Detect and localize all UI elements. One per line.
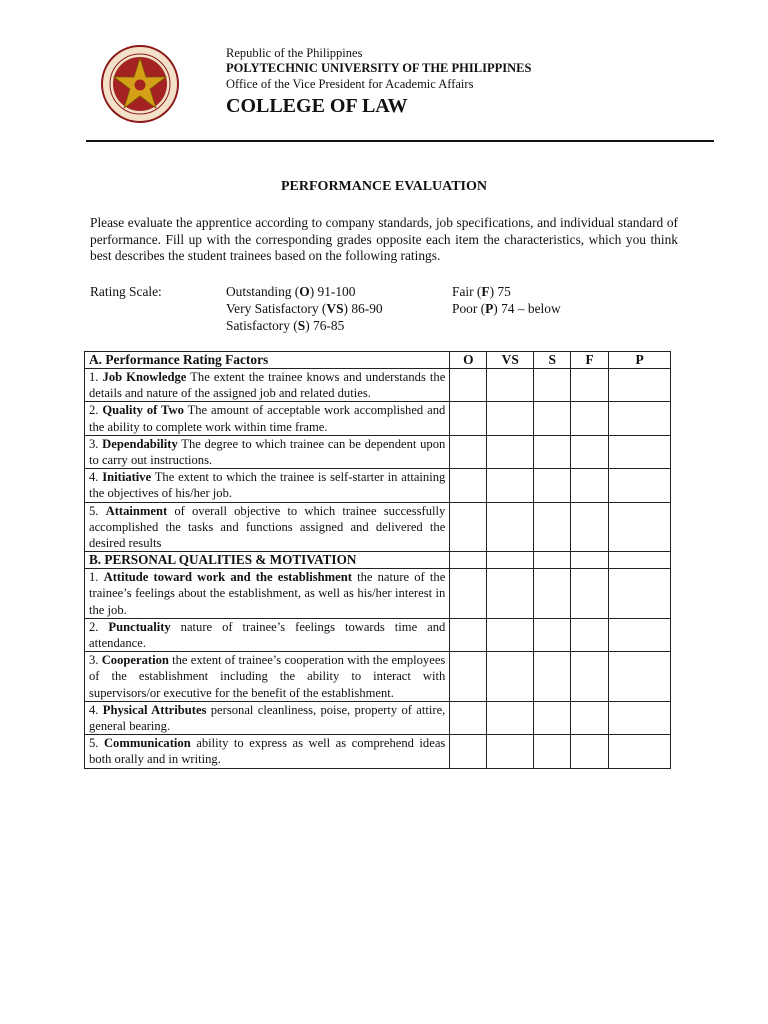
- factor-text: nature of trainee’s feelings towards time and attendance.: [89, 619, 446, 651]
- rating-cell-f[interactable]: [571, 369, 609, 402]
- rating-scale-column-1: [226, 283, 446, 334]
- rating-cell-s[interactable]: [534, 652, 571, 702]
- rating-cell-s[interactable]: [534, 701, 571, 734]
- section-blank-cell: [487, 552, 534, 569]
- factor-text: personal cleanliness, poise, property of attire, general bearing.: [89, 702, 446, 734]
- page-title: PERFORMANCE EVALUATION: [281, 179, 487, 194]
- factor-name: Communication: [103, 736, 191, 751]
- rating-cell-f[interactable]: [571, 701, 609, 734]
- section-blank-cell: [450, 552, 487, 569]
- rating-scale-range: ) 74 – below: [493, 301, 561, 316]
- instructions-paragraph: Please evaluate the apprentice according to company standards, job specifications, and individual standard of performance. Fill up with the corresponding grades opposite each item the characteristics, which you think best describes the student trainees based on the following ratings.: [90, 215, 678, 263]
- rating-scale-text: Satisfactory (: [226, 318, 298, 333]
- factor-text: the extent of trainee’s cooperation with the employees of the establishment including the ability to interact with supervisors/or executive for the benefit of the establishment.: [89, 653, 446, 700]
- column-header-o: O: [450, 352, 487, 369]
- rating-cell-s[interactable]: [534, 502, 571, 552]
- section-b-header: B. PERSONAL QUALITIES & MOTIVATION: [85, 552, 450, 569]
- rating-cell-s[interactable]: [534, 469, 571, 502]
- factor-text: the nature of the trainee’s feelings about the establishment, as well as his/her interest in the job.: [89, 570, 446, 617]
- factor-number: 5.: [89, 503, 106, 518]
- rating-cell-o[interactable]: [450, 369, 487, 402]
- factor-header: A. Performance Rating Factors: [85, 352, 450, 369]
- rating-cell-f[interactable]: [571, 569, 609, 619]
- rating-scale-code: O: [299, 284, 310, 299]
- factor-description: [85, 369, 450, 402]
- column-header-vs: VS: [487, 352, 534, 369]
- factor-number: 4.: [89, 470, 103, 485]
- rating-cell-f[interactable]: [571, 435, 609, 468]
- factor-text: of overall objective to which trainee successfully accomplished the tasks and functions assigned and delivered the desired results: [89, 503, 446, 551]
- header-university: POLYTECHNIC UNIVERSITY OF THE PHILIPPINES: [226, 61, 532, 75]
- header-republic: Republic of the Philippines: [226, 46, 363, 60]
- column-header-p: P: [609, 352, 671, 369]
- factor-description: [85, 402, 450, 435]
- table-row: [85, 618, 671, 651]
- rating-cell-o[interactable]: [450, 569, 487, 619]
- rating-cell-p[interactable]: [609, 435, 671, 468]
- rating-cell-vs[interactable]: [487, 569, 534, 619]
- rating-cell-f[interactable]: [571, 402, 609, 435]
- factor-number: 1.: [89, 370, 103, 384]
- rating-cell-f[interactable]: [571, 652, 609, 702]
- rating-cell-vs[interactable]: [487, 369, 534, 402]
- factor-text: ability to express as well as comprehend ideas both orally and in writing.: [89, 736, 446, 767]
- rating-cell-s[interactable]: [534, 735, 571, 768]
- rating-scale-item: [452, 300, 672, 317]
- rating-scale-code: F: [481, 284, 490, 299]
- rating-cell-vs[interactable]: [487, 701, 534, 734]
- section-blank-cell: [571, 552, 609, 569]
- rating-scale-item: [226, 300, 446, 317]
- rating-cell-p[interactable]: [609, 369, 671, 402]
- rating-cell-p[interactable]: [609, 469, 671, 502]
- factor-name: Quality of Two: [102, 403, 184, 418]
- rating-cell-p[interactable]: [609, 701, 671, 734]
- factor-number: 1.: [89, 570, 104, 585]
- table-row: [85, 502, 671, 552]
- factor-number: 5.: [89, 736, 104, 751]
- table-row: [85, 652, 671, 702]
- section-blank-cell: [609, 552, 671, 569]
- rating-cell-p[interactable]: [609, 618, 671, 651]
- rating-cell-o[interactable]: [450, 469, 487, 502]
- factor-description: [85, 652, 450, 702]
- rating-cell-s[interactable]: [534, 569, 571, 619]
- rating-scale-code: P: [485, 301, 494, 316]
- rating-scale-text: Outstanding (: [226, 284, 300, 299]
- factor-text: The extent the trainee knows and understands the details and nature of the assigned job and related duties.: [89, 370, 446, 401]
- factor-number: 2.: [89, 403, 103, 418]
- letterhead: [100, 44, 720, 124]
- rating-cell-p[interactable]: [609, 402, 671, 435]
- rating-cell-o[interactable]: [450, 652, 487, 702]
- evaluation-table: [84, 351, 671, 769]
- header-divider: [86, 140, 714, 142]
- rating-cell-o[interactable]: [450, 618, 487, 651]
- rating-scale-item: [226, 317, 446, 334]
- rating-scale-column-2: [452, 283, 672, 317]
- column-header-s: S: [534, 352, 571, 369]
- rating-cell-f[interactable]: [571, 469, 609, 502]
- table-row: [85, 735, 671, 768]
- factor-text: The degree to which trainee can be dependent upon to carry out instructions.: [89, 436, 446, 468]
- rating-scale-range: ) 86-90: [343, 301, 383, 316]
- factor-description: [85, 469, 450, 502]
- table-row: [85, 402, 671, 435]
- header-college: COLLEGE OF LAW: [226, 95, 408, 117]
- factor-description: [85, 618, 450, 651]
- rating-scale-code: S: [297, 318, 306, 333]
- rating-scale-range: ) 76-85: [305, 318, 345, 333]
- rating-cell-vs[interactable]: [487, 402, 534, 435]
- rating-scale-range: ) 91-100: [309, 284, 356, 299]
- factor-text: The extent to which the trainee is self-starter in attaining the objectives of his/her job.: [89, 470, 446, 501]
- table-header-row: [85, 352, 671, 369]
- factor-name: Punctuality: [108, 619, 171, 634]
- rating-cell-p[interactable]: [609, 652, 671, 702]
- factor-number: 2.: [89, 619, 109, 634]
- column-header-f: F: [571, 352, 609, 369]
- rating-scale-item: [452, 283, 672, 300]
- rating-scale-text: Fair (: [452, 284, 482, 299]
- factor-number: 3.: [89, 436, 103, 451]
- factor-text: The amount of acceptable work accomplished and the ability to complete work within time frame.: [89, 403, 446, 434]
- rating-cell-s[interactable]: [534, 618, 571, 651]
- letterhead-text: [226, 46, 531, 119]
- rating-scale-range: ) 75: [489, 284, 511, 299]
- table-row: [85, 569, 671, 619]
- university-seal-icon: [100, 44, 180, 124]
- rating-cell-s[interactable]: [534, 369, 571, 402]
- rating-scale-text: Poor (: [452, 301, 486, 316]
- rating-scale-text: Very Satisfactory (: [226, 301, 327, 316]
- table-row: [85, 701, 671, 734]
- rating-cell-vs[interactable]: [487, 502, 534, 552]
- factor-description: [85, 569, 450, 619]
- rating-cell-p[interactable]: [609, 502, 671, 552]
- rating-scale-label: Rating Scale:: [90, 284, 162, 299]
- factor-description: [85, 435, 450, 468]
- rating-cell-f[interactable]: [571, 735, 609, 768]
- factor-number: 4.: [89, 702, 103, 717]
- factor-description: [85, 502, 450, 552]
- rating-cell-s[interactable]: [534, 435, 571, 468]
- table-row: [85, 369, 671, 402]
- factor-name: Attainment: [105, 503, 168, 518]
- header-office: Office of the Vice President for Academic Affairs: [226, 77, 474, 91]
- rating-cell-f[interactable]: [571, 502, 609, 552]
- rating-cell-p[interactable]: [609, 569, 671, 619]
- rating-cell-vs[interactable]: [487, 735, 534, 768]
- table-row: [85, 435, 671, 468]
- factor-name: Initiative: [102, 470, 152, 485]
- factor-name: Attitude toward work and the establishment: [103, 570, 352, 585]
- table-row: [85, 469, 671, 502]
- rating-cell-vs[interactable]: [487, 652, 534, 702]
- section-blank-cell: [534, 552, 571, 569]
- factor-number: 3.: [89, 653, 102, 668]
- factor-name: Job Knowledge: [102, 370, 187, 384]
- rating-cell-o[interactable]: [450, 402, 487, 435]
- rating-cell-s[interactable]: [534, 402, 571, 435]
- factor-name: Dependability: [102, 436, 178, 451]
- rating-scale-code: VS: [326, 301, 344, 316]
- rating-cell-p[interactable]: [609, 735, 671, 768]
- rating-cell-o[interactable]: [450, 701, 487, 734]
- factor-description: [85, 701, 450, 734]
- factor-name: Cooperation: [101, 653, 169, 668]
- section-header-row: [85, 552, 671, 569]
- factor-name: Physical Attributes: [102, 702, 207, 717]
- rating-cell-vs[interactable]: [487, 435, 534, 468]
- factor-description: [85, 735, 450, 768]
- rating-cell-vs[interactable]: [487, 618, 534, 651]
- rating-scale-item: [226, 283, 446, 300]
- rating-cell-o[interactable]: [450, 435, 487, 468]
- rating-cell-o[interactable]: [450, 502, 487, 552]
- rating-cell-vs[interactable]: [487, 469, 534, 502]
- rating-cell-f[interactable]: [571, 618, 609, 651]
- rating-cell-o[interactable]: [450, 735, 487, 768]
